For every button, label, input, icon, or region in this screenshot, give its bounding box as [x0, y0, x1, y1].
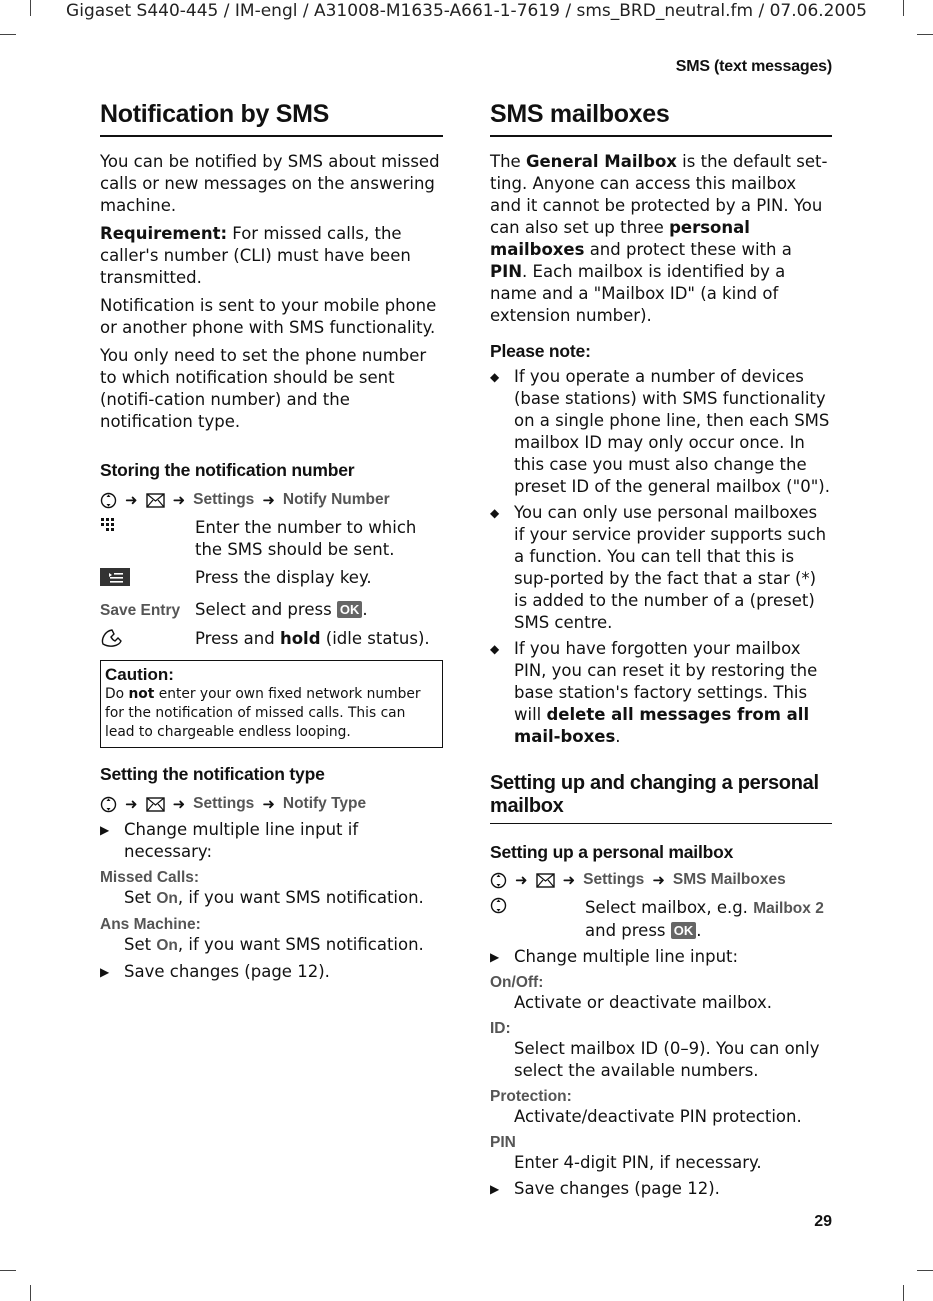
step-text: Enter the number to which the SMS should be sent. — [195, 518, 417, 559]
crop-mark — [30, 1285, 31, 1301]
paragraph: You only need to set the phone number to which notification should be sent (notifi-cation number) and the notification type. — [100, 346, 427, 431]
triangle-bullet-icon: ▶ — [490, 1182, 500, 1196]
list-item: ◆ If you operate a number of devices (base stations) with SMS functionality on a single phone line, then each SMS mailbox ID may only occur once. In this case you must also change the preset ID of the general mailbox ("0"). — [490, 367, 830, 496]
menu-path — [100, 793, 443, 815]
crop-mark — [0, 1270, 16, 1271]
control-key-icon — [490, 897, 507, 914]
step-row — [100, 517, 443, 561]
envelope-icon — [536, 873, 555, 888]
caution-box — [100, 660, 443, 748]
list-item: ▶ Change multiple line input if necessary: — [100, 820, 359, 861]
field-label: ID: — [490, 1020, 511, 1037]
arrow-icon: ➜ — [262, 491, 275, 509]
step-text: Press and hold (idle status). — [195, 629, 430, 648]
diamond-bullet-icon: ◆ — [490, 642, 500, 656]
crop-mark — [903, 1285, 904, 1301]
control-key-icon — [100, 796, 117, 813]
arrow-icon: ➜ — [262, 795, 275, 813]
step-row — [100, 628, 443, 654]
menu-settings: Settings — [193, 795, 255, 812]
subheading: Please note: — [490, 341, 591, 361]
menu-sms-mailboxes: SMS Mailboxes — [672, 871, 786, 888]
control-key-icon — [490, 872, 507, 889]
intro-paragraph: You can be notified by SMS about missed calls or new messages on the answering machine. — [100, 152, 440, 215]
diamond-bullet-icon: ◆ — [490, 506, 500, 520]
field-description: Enter 4-digit PIN, if necessary. — [514, 1153, 762, 1172]
step-text: Press the display key. — [195, 568, 372, 587]
section-title: SMS mailboxes — [490, 100, 832, 137]
field-description: Activate or deactivate mailbox. — [514, 993, 773, 1012]
caution-title: Caution: — [105, 665, 174, 684]
menu-settings: Settings — [583, 871, 645, 888]
paragraph: Notification is sent to your mobile phone or another phone with SMS functionality. — [100, 296, 437, 337]
save-entry-label: Save Entry — [100, 602, 181, 619]
arrow-icon: ➜ — [515, 871, 528, 889]
subheading: Setting up a personal mailbox — [490, 842, 734, 862]
diamond-bullet-icon: ◆ — [490, 370, 500, 384]
ok-key: OK — [671, 922, 697, 939]
arrow-icon: ➜ — [125, 795, 138, 813]
control-key-icon — [100, 492, 117, 509]
field-description: Activate/deactivate PIN protection. — [514, 1107, 802, 1126]
running-header: SMS (text messages) — [675, 58, 832, 75]
arrow-icon: ➜ — [652, 871, 665, 889]
end-call-icon — [100, 628, 122, 648]
caution-text: Do not enter your own fixed network number for the notification of missed calls. This can lead to chargeable endless looping. — [105, 686, 421, 740]
list-item: ◆ If you have forgotten your mailbox PIN, you can reset it by restoring the base station's factory settings. This will delete all messages from all mail-boxes. — [490, 639, 818, 746]
left-column — [100, 100, 443, 983]
ok-key: OK — [337, 601, 363, 618]
step-row — [100, 599, 443, 622]
field-label: PIN — [490, 1134, 516, 1151]
triangle-bullet-icon: ▶ — [490, 950, 500, 964]
field-label: On/Off: — [490, 974, 544, 991]
step-row — [100, 567, 443, 593]
envelope-icon — [146, 493, 165, 508]
section-heading: Setting up and changing a personal mailbox — [490, 772, 832, 824]
list-item: ▶ Change multiple line input: — [490, 947, 739, 966]
field-description: Set On, if you want SMS notification. — [124, 888, 424, 907]
subheading: Setting the notification type — [100, 764, 325, 784]
page-number: 29 — [814, 1213, 832, 1230]
crop-mark — [917, 1270, 933, 1271]
step-text: Select and press OK . — [195, 600, 368, 619]
menu-settings: Settings — [193, 491, 255, 508]
triangle-bullet-icon: ▶ — [100, 823, 110, 837]
field-description: Select mailbox ID (0–9). You can only select the available numbers. — [514, 1039, 820, 1080]
section-title: Notification by SMS — [100, 100, 443, 137]
arrow-icon: ➜ — [125, 491, 138, 509]
document-header: Gigaset S440-445 / IM-engl / A31008-M1635-A661-1-7619 / sms_BRD_neutral.fm / 07.06.2005 — [66, 1, 867, 21]
step-text: Select mailbox, e.g. Mailbox 2 and press OK . — [585, 898, 824, 940]
list-item: ▶ Save changes (page 12). — [490, 1179, 720, 1198]
field-label: Ans Machine: — [100, 916, 201, 933]
arrow-icon: ➜ — [562, 871, 576, 889]
triangle-bullet-icon: ▶ — [100, 965, 110, 979]
intro-paragraph: The General Mailbox is the default set-ting. Anyone can access this mailbox and it cannot be protected by a PIN. You can also set up three personal mailboxes and protect these with a PIN. Each mailbox is identified by a name and a "Mailbox ID" (a kind of extension number). — [490, 152, 828, 325]
display-key-icon — [100, 567, 130, 587]
arrow-icon: ➜ — [172, 491, 186, 509]
field-label: Protection: — [490, 1088, 572, 1105]
menu-notify-number: Notify Number — [282, 491, 390, 508]
crop-mark — [0, 34, 16, 35]
step-row — [490, 897, 832, 942]
menu-path — [100, 489, 443, 511]
arrow-icon: ➜ — [172, 795, 186, 813]
crop-mark — [917, 34, 933, 35]
list-item: ◆ You can only use personal mailboxes if your service provider supports such a function. You can tell that this is sup-ported by the fact that a star (*) is added to the number of a (preset) SMS centre. — [490, 503, 827, 632]
keypad-icon — [100, 517, 116, 535]
menu-path — [490, 869, 832, 891]
subheading: Storing the notification number — [100, 460, 355, 480]
envelope-icon — [146, 797, 165, 812]
right-column — [490, 100, 832, 1200]
list-item: ▶ Save changes (page 12). — [100, 962, 330, 981]
requirement-paragraph: Requirement: For missed calls, the caller's number (CLI) must have been transmitted. — [100, 224, 411, 287]
field-label: Missed Calls: — [100, 869, 200, 886]
menu-notify-type: Notify Type — [282, 795, 367, 812]
field-description: Set On, if you want SMS notification. — [124, 935, 424, 954]
